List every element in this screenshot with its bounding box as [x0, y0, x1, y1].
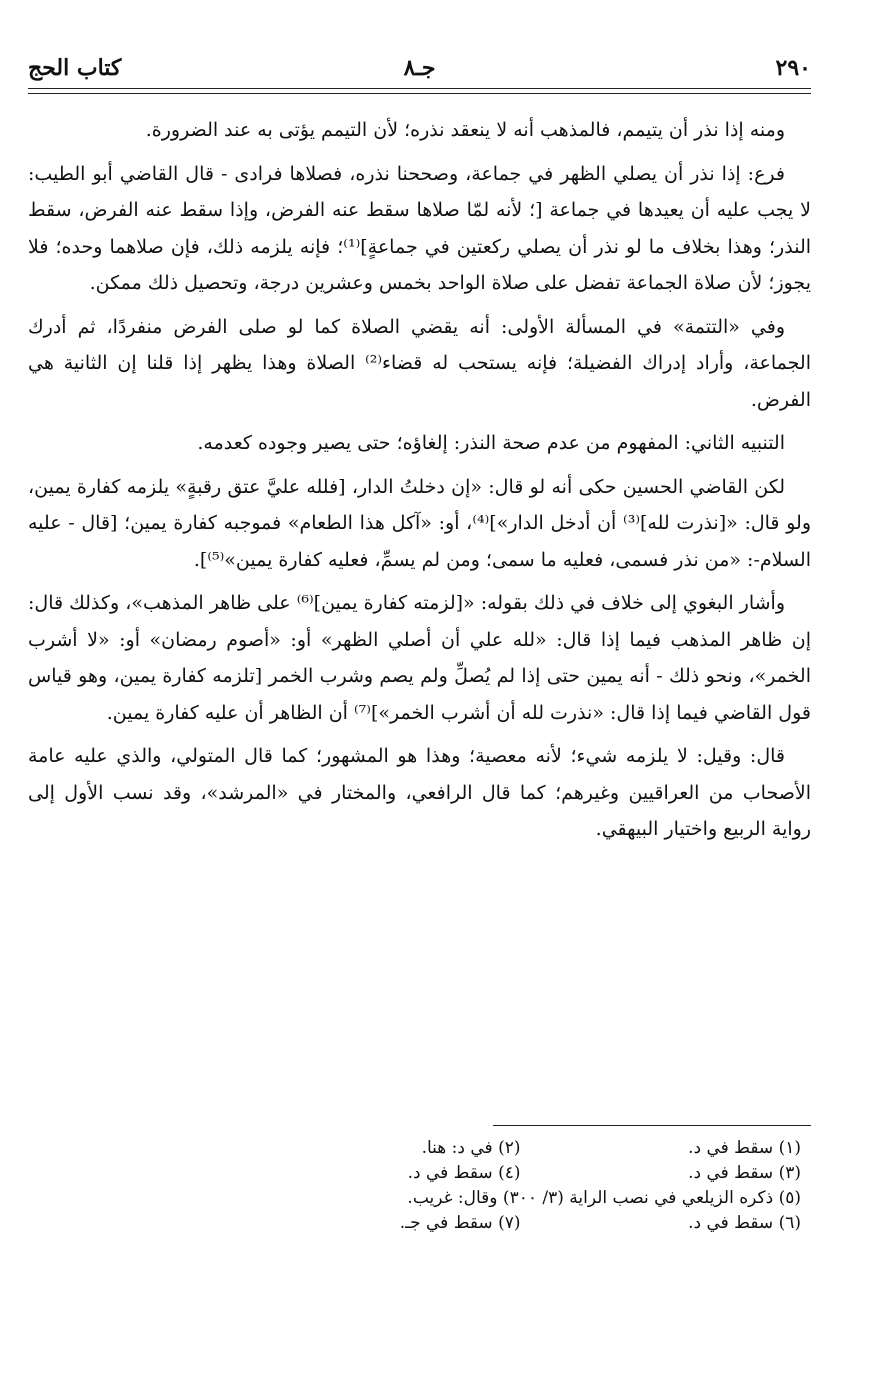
footnote: (٥) ذكره الزيلعي في نصب الراية (٣/ ٣٠٠) وقال: غريب.	[407, 1188, 801, 1208]
header-rule	[28, 88, 811, 94]
page-header	[28, 50, 811, 86]
page-number: ٢٩٠	[775, 55, 811, 81]
footnote-rule	[493, 1125, 811, 1126]
footnote-row	[240, 1186, 801, 1211]
footnotes	[240, 1136, 801, 1236]
paragraph: قال: وقيل: لا يلزمه شيء؛ لأنه معصية؛ وهذا هو المشهور؛ كما قال المتولي، والذي عليه عامة الأصحاب من العراقيين وغيرهم؛ كما قال الرافعي، والمختار في «المرشد»، وقد نسب الأول إلى رواية الربيع واختيار البيهقي.	[28, 745, 811, 840]
paragraph: وأشار البغوي إلى خلاف في ذلك بقوله: «[لزمته كفارة يمين]⁽⁶⁾ على ظاهر المذهب»، وكذلك قال: إن ظاهر المذهب فيما إذا قال: «لله علي أن أصلي الظهر» أو: «أصوم رمضان» أو: «لا أشرب الخمر»، ونحو ذلك - أنه يمين حتى إذا لم يُصلِّ ولم يصم وشرب الخمر [تلزمه كفارة يمين، وهو قياس قول القاضي فيما إذا قال: «نذرت لله أن أشرب الخمر»]⁽⁷⁾ أن الظاهر أن عليه كفارة يمين.	[28, 592, 811, 724]
footnote-row	[240, 1136, 801, 1161]
footnote: (٧) سقط في جـ.	[399, 1213, 521, 1233]
paragraph: التنبيه الثاني: المفهوم من عدم صحة النذر: إلغاؤه؛ حتى يصير وجوده كعدمه.	[197, 432, 785, 454]
footnote: (٢) في د: هنا.	[421, 1138, 521, 1158]
footnote: (٣) سقط في د.	[688, 1163, 801, 1183]
footnote-row	[240, 1161, 801, 1186]
paragraph: وفي «التتمة» في المسألة الأولى: أنه يقضي الصلاة كما لو صلى الفرض منفردًا، ثم أدرك الجماعة، وأراد إدراك الفضيلة؛ فإنه يستحب له قضاء⁽²⁾ الصلاة وهذا يظهر إذا قلنا إن الثانية هي الفرض.	[28, 315, 811, 411]
main-text	[28, 112, 811, 855]
volume-label: جـ٨	[403, 55, 436, 81]
footnote-row	[240, 1211, 801, 1236]
footnote: (٦) سقط في د.	[688, 1213, 801, 1233]
footnote: (١) سقط في د.	[688, 1138, 801, 1158]
paragraph: لكن القاضي الحسين حكى أنه لو قال: «إن دخلتُ الدار، [فلله عليَّ عتق رقبةٍ» يلزمه كفارة يمين، ولو قال: «[نذرت لله]⁽³⁾ أن أدخل الدار»]⁽⁴⁾، أو: «آكل هذا الطعام» فموجبه كفارة يمين؛ [قال - عليه السلام-: «من نذر فسمى، فعليه ما سمى؛ ومن لم يسمِّ، فعليه كفارة يمين»⁽⁵⁾].	[28, 475, 812, 571]
footnote: (٤) سقط في د.	[407, 1163, 521, 1183]
paragraph: فرع: إذا نذر أن يصلي الظهر في جماعة، وصححنا نذره، فصلاها فرادى - قال القاضي أبو الطيب: لا يجب عليه أن يعيدها في جماعة [؛ لأنه لمّا صلاها سقط عنه الفرض، وإذا سقط عنه الفرض، سقط النذر؛ وهذا بخلاف ما لو نذر أن يصلي ركعتين في جماعةٍ]⁽¹⁾؛ فإنه يلزمه ذلك، فإن صلاهما وحده؛ فلا يجوز؛ لأن صلاة الجماعة تفضل على صلاة الواحد بخمس وعشرين درجة، وتحصيل ذلك ممكن.	[28, 162, 812, 294]
paragraph: ومنه إذا نذر أن يتيمم، فالمذهب أنه لا ينعقد نذره؛ لأن التيمم يؤتى به عند الضرورة.	[145, 119, 785, 141]
book-title: كتاب الحج	[28, 55, 122, 81]
